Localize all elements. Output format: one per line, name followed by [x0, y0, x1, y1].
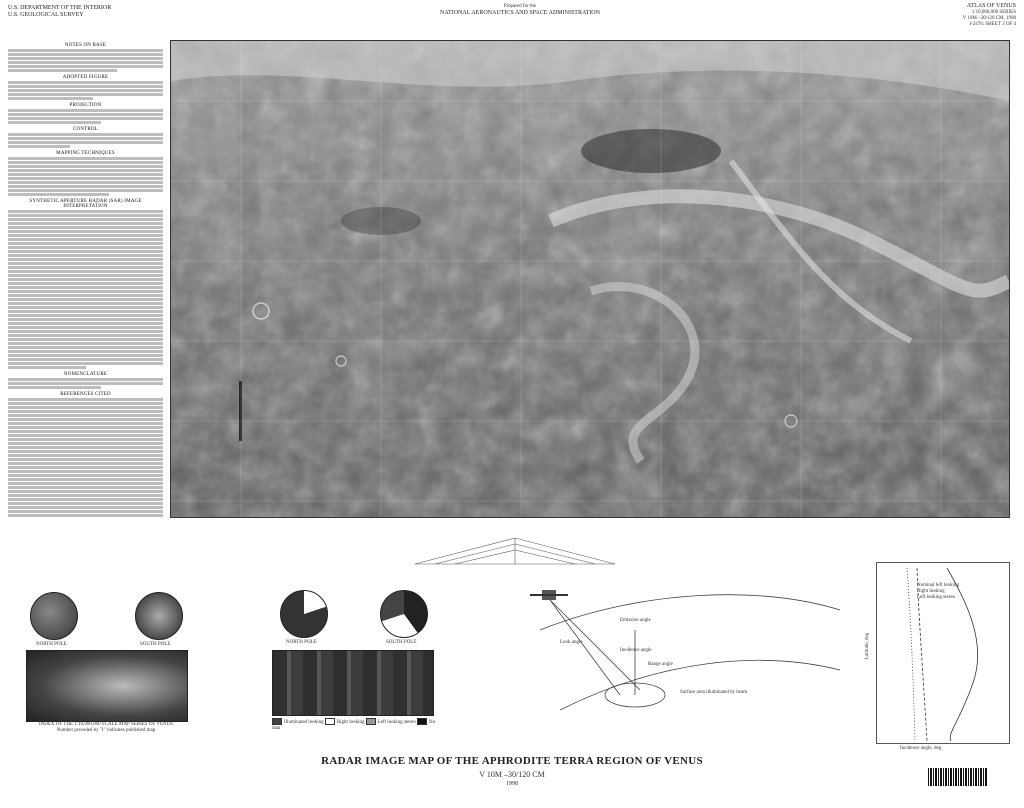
radar-image-map: [170, 40, 1010, 518]
header-left: [8, 5, 111, 19]
map-title: RADAR IMAGE MAP OF THE APHRODITE TERRA REGION OF VENUS: [321, 755, 703, 767]
section-heading: NOMENCLATURE: [63, 372, 108, 377]
footprint-label: Surface area illuminated by beam: [680, 690, 748, 695]
mid-south-label: SOUTH POLE: [386, 640, 417, 645]
index-caption-line1: INDEX OF THE 1:10,000,000 SCALE MAP SERIES OF VENUS: [38, 722, 174, 727]
legend-label: Left looking stereo: [377, 719, 416, 725]
south-pole-globe: [135, 592, 183, 640]
index-map-panel: [26, 650, 188, 722]
atlas-title: ATLAS OF VENUS: [966, 3, 1016, 9]
incidence-angle-label: Incidence angle: [620, 648, 652, 653]
legend-item: [366, 720, 416, 725]
section-heading: CONTROL: [72, 127, 98, 132]
index-caption-line2: Number preceded by "I" indicates published map: [56, 728, 156, 733]
index-caption: [26, 722, 186, 734]
legend-item: [272, 720, 324, 725]
geometry-graphic: [520, 570, 850, 740]
emission-angle-label: Emission angle: [620, 618, 651, 623]
graph-legend: [917, 583, 959, 601]
section-heading: NOTES ON BASE: [64, 43, 107, 48]
look-angle-label: Look angle: [560, 640, 583, 645]
viewing-geometry-diagram: [520, 570, 850, 740]
section-heading: PROJECTION: [69, 103, 102, 108]
scale-diagram-graphic: [405, 528, 625, 568]
mid-north-globe: [280, 590, 328, 638]
map-subtitle: V 10M –30/120 CM: [479, 770, 545, 779]
text-block: [8, 210, 163, 369]
graph-legend-item: Right looking: [917, 589, 945, 594]
graph-xlabel: Incidence angle, deg: [900, 746, 942, 751]
section-heading: ADOPTED FIGURE: [62, 75, 109, 80]
radar-map-graphic: [171, 41, 1009, 517]
scale-diagram: [405, 528, 625, 568]
barcode: [928, 768, 988, 786]
sheet-line: I-2476: SHEET 3 OF 4: [969, 22, 1016, 27]
south-pole-label: SOUTH POLE: [140, 642, 171, 647]
explanatory-text-column: [8, 40, 163, 580]
header-right: [963, 3, 1016, 28]
legend-label: Illuminated looking: [284, 719, 324, 725]
mid-south-globe: [380, 590, 428, 638]
graph-legend-item: Nominal left looking: [917, 583, 959, 588]
text-block: [8, 378, 163, 389]
map-year: 1998: [506, 781, 518, 787]
incidence-angle-graph: [865, 562, 1010, 744]
coverage-legend: [272, 718, 442, 732]
legend-item: [325, 720, 365, 725]
survey-line: U.S. GEOLOGICAL SURVEY: [8, 12, 84, 18]
series-line: 1:10,000,000 SERIES: [971, 10, 1016, 15]
legend-label: No data: [272, 719, 436, 731]
map-code-line: V 10M –30/120 CM, 1998: [962, 16, 1016, 21]
graph-ylabel: Latitude, deg: [865, 632, 871, 660]
nasa-line: NATIONAL AERONAUTICS AND SPACE ADMINISTRATION: [440, 10, 600, 16]
text-block: [8, 49, 163, 72]
graph-legend-item: Left looking stereo: [917, 595, 956, 600]
text-block: [8, 133, 163, 148]
header-center: [430, 4, 610, 17]
coverage-panel: [272, 650, 434, 716]
legend-label: Right looking: [336, 719, 365, 725]
prepared-for-line: Prepared for the: [503, 4, 537, 9]
section-heading: MAPPING TECHNIQUES: [56, 151, 115, 156]
references-block: [8, 398, 163, 517]
text-block: [8, 157, 163, 196]
agency-line: U.S. DEPARTMENT OF THE INTERIOR: [8, 5, 112, 11]
section-heading: SYNTHETIC APERTURE RADAR (SAR) IMAGE INTERPRETATION: [29, 199, 142, 209]
mid-north-label: NORTH POLE: [286, 640, 317, 645]
range-angle-label: Range angle: [648, 662, 673, 667]
text-block: [8, 81, 163, 100]
text-block: [8, 109, 163, 124]
section-heading: REFERENCES CITED: [60, 392, 111, 397]
north-pole-label: NORTH POLE: [36, 642, 67, 647]
north-pole-globe: [30, 592, 78, 640]
